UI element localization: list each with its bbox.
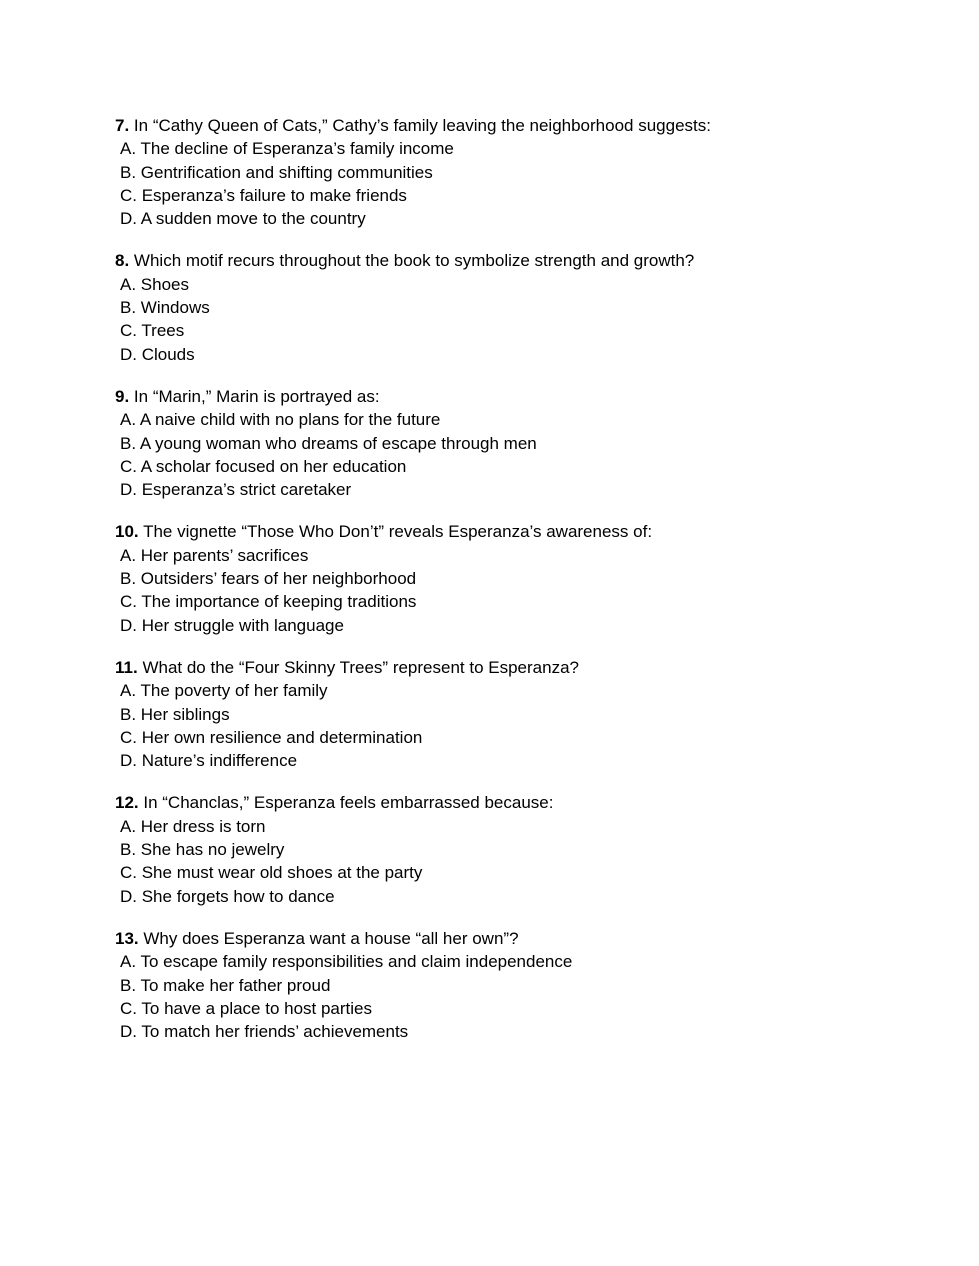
answer-option: C. Esperanza’s failure to make friends <box>120 185 407 205</box>
answer-option: A. The poverty of her family <box>120 681 328 701</box>
answer-option: D. To match her friends’ achievements <box>120 1022 409 1042</box>
question-number: 9. <box>115 386 130 406</box>
answer-option: D. Esperanza’s strict caretaker <box>120 480 352 500</box>
question-number: 12. <box>115 793 139 813</box>
answer-option: C. Her own resilience and determination <box>120 727 423 747</box>
answer-option: A. Shoes <box>120 274 189 294</box>
question-10 <box>115 520 935 636</box>
answer-option: B. Her siblings <box>120 704 230 724</box>
question-text: What do the “Four Skinny Trees” represent to Esperanza? <box>142 657 579 677</box>
question-text: Why does Esperanza want a house “all her own”? <box>143 928 519 948</box>
question-9 <box>115 385 935 501</box>
answer-option: A. A naive child with no plans for the future <box>120 410 441 430</box>
question-number: 7. <box>115 116 130 135</box>
question-prompt <box>115 656 935 679</box>
question-prompt <box>115 927 935 950</box>
answer-option: D. A sudden move to the country <box>120 209 366 229</box>
question-number: 11. <box>115 657 138 677</box>
question-prompt <box>115 791 935 814</box>
question-text: In “Cathy Queen of Cats,” Cathy’s family leaving the neighborhood suggests: <box>133 116 711 135</box>
question-7 <box>115 114 935 230</box>
question-8 <box>115 249 935 365</box>
answer-option: B. Outsiders’ fears of her neighborhood <box>120 569 417 589</box>
answer-option: A. Her parents’ sacrifices <box>120 545 309 565</box>
answer-option: A. To escape family responsibilities and claim independence <box>120 952 573 972</box>
question-text: In “Chanclas,” Esperanza feels embarrassed because: <box>143 793 554 813</box>
answer-option: B. To make her father proud <box>120 975 331 995</box>
question-number: 13. <box>115 928 139 948</box>
answer-option: A. Her dress is torn <box>120 816 266 836</box>
answer-option: D. She forgets how to dance <box>120 886 335 906</box>
quiz-page <box>115 114 935 1062</box>
answer-option: B. A young woman who dreams of escape through men <box>120 433 537 453</box>
answer-option: C. Trees <box>120 321 185 341</box>
question-prompt <box>115 385 935 408</box>
question-13 <box>115 927 935 1043</box>
answer-option: A. The decline of Esperanza’s family income <box>120 139 454 159</box>
question-11 <box>115 656 935 772</box>
question-text: The vignette “Those Who Don’t” reveals Esperanza’s awareness of: <box>143 522 653 542</box>
answer-option: C. She must wear old shoes at the party <box>120 863 423 883</box>
question-number: 8. <box>115 251 130 271</box>
answer-option: B. She has no jewelry <box>120 840 285 860</box>
answer-option: C. To have a place to host parties <box>120 998 373 1018</box>
question-prompt <box>115 249 935 272</box>
answer-option: D. Her struggle with language <box>120 615 344 635</box>
question-12 <box>115 791 935 907</box>
answer-option: D. Clouds <box>120 344 195 364</box>
question-text: In “Marin,” Marin is portrayed as: <box>133 386 380 406</box>
answer-option: C. The importance of keeping traditions <box>120 592 417 612</box>
question-text: Which motif recurs throughout the book to symbolize strength and growth? <box>133 251 695 271</box>
question-prompt <box>115 520 935 543</box>
answer-option: D. Nature’s indifference <box>120 751 298 771</box>
answer-option: B. Gentrification and shifting communities <box>120 162 433 182</box>
answer-option: C. A scholar focused on her education <box>120 456 407 476</box>
answer-option: B. Windows <box>120 298 210 318</box>
question-number: 10. <box>115 522 139 542</box>
question-prompt <box>115 114 935 137</box>
